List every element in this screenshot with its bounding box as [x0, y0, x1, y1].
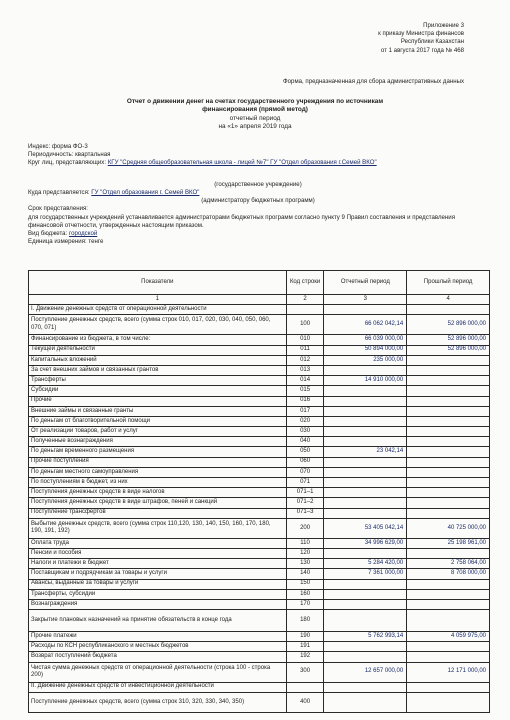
recipient-value: ГУ "Отдел образования г. Семей ВКО" [91, 188, 200, 196]
budget-label: Вид бюджета: [28, 229, 68, 237]
row-previous-value [407, 610, 490, 632]
budget-value: городской [68, 229, 98, 237]
row-previous-value [407, 599, 490, 609]
title-line: на «1» апреля 2019 года [218, 123, 292, 131]
row-previous-value [407, 488, 490, 498]
row-label: Поступление денежных средств, всего (сумма строк 310, 320, 330, 340, 350) [29, 692, 287, 712]
row-current-value: 235 000,00 [324, 355, 407, 365]
table-row [29, 579, 490, 589]
row-code: 300 [286, 662, 324, 682]
row-label: По деньгам местного самоуправления [29, 467, 287, 477]
row-code: 191 [286, 642, 324, 652]
row-code: 020 [286, 416, 324, 426]
table-row [29, 498, 490, 508]
row-current-value [324, 427, 407, 437]
index-row [29, 295, 490, 305]
row-previous-value: 8 708 000,00 [407, 569, 490, 579]
gov-institution-caption: (государственное учреждение) [214, 180, 302, 188]
row-label: I. Движение денежных средств от операционной деятельности [29, 305, 287, 315]
row-label: Внешние займы и связанные гранты [29, 406, 287, 416]
table-row [29, 642, 490, 652]
row-label: Трансферты, субсидии [29, 589, 287, 599]
table-row [29, 538, 490, 548]
row-current-value [324, 365, 407, 375]
table-row [29, 406, 490, 416]
row-label: Полученные вознаграждения [29, 437, 287, 447]
row-label: Вознаграждения [29, 599, 287, 609]
row-current-value [324, 508, 407, 518]
row-current-value [324, 488, 407, 498]
table-row [29, 427, 490, 437]
row-code: 070 [286, 467, 324, 477]
row-code: 400 [286, 692, 324, 712]
row-label: Поставщикам и подрядчикам за товары и услуги [29, 569, 287, 579]
form-index: Индекс: форма ФО-3 [28, 143, 88, 150]
row-code: 013 [286, 365, 324, 375]
row-code: 130 [286, 559, 324, 569]
row-current-value: 12 657 000,00 [324, 662, 407, 682]
row-previous-value [407, 478, 490, 488]
row-label: Авансы, выданные за товары и услуги [29, 579, 287, 589]
row-current-value: 23 042,14 [324, 447, 407, 457]
table-row [29, 488, 490, 498]
row-previous-value [407, 652, 490, 662]
row-previous-value [407, 589, 490, 599]
row-previous-value [407, 692, 490, 712]
row-code [286, 305, 324, 315]
row-label: Капитальных вложений [29, 355, 287, 365]
row-code: 012 [286, 355, 324, 365]
deadline-label: Срок представления: [28, 205, 88, 213]
row-previous-value: 52 896 000,00 [407, 335, 490, 345]
index-cell: 3 [324, 295, 407, 305]
row-current-value [324, 498, 407, 508]
table-row [29, 305, 490, 315]
row-code: 120 [286, 548, 324, 558]
row-label: Прочие платежи [29, 632, 287, 642]
index-cell: 1 [29, 295, 287, 305]
row-code: 017 [286, 406, 324, 416]
index-cell: 4 [407, 295, 490, 305]
table-row [29, 652, 490, 662]
table-row [29, 599, 490, 609]
row-label: По деньгам от благотворительной помощи [29, 416, 287, 426]
row-label: Оплата труда [29, 538, 287, 548]
row-current-value: 7 361 000,00 [324, 569, 407, 579]
row-previous-value [407, 642, 490, 652]
row-code: 180 [286, 610, 324, 632]
appendix-line: от 1 августа 2017 года № 468 [380, 46, 464, 54]
row-code: 060 [286, 457, 324, 467]
cash-flow-table [28, 270, 490, 713]
row-previous-value [407, 498, 490, 508]
row-current-value [324, 386, 407, 396]
header-indicators: Показатели [29, 271, 287, 295]
table-row [29, 386, 490, 396]
row-previous-value [407, 376, 490, 386]
table-row [29, 467, 490, 477]
row-previous-value [407, 406, 490, 416]
row-label: Закрытие плановых назначений на принятие обязательств в конце года [29, 610, 287, 632]
row-label: Прочие [29, 396, 287, 406]
row-current-value [324, 682, 407, 692]
recipient-label: Куда представляется: [28, 188, 90, 196]
table-row [29, 478, 490, 488]
appendix-line: Республики Казахстан [400, 38, 464, 46]
row-label: Расходы по КСН республиканского и местных бюджетов [29, 642, 287, 652]
row-previous-value [407, 396, 490, 406]
row-current-value [324, 457, 407, 467]
row-label: Возврат поступлений бюджета [29, 652, 287, 662]
row-code: 071–3 [286, 508, 324, 518]
row-label: Поступления денежных средств в виде штрафов, пеней и санкций [29, 498, 287, 508]
row-label: Поступления денежных средств в виде налогов [29, 488, 287, 498]
row-previous-value [407, 386, 490, 396]
appendix-block [378, 22, 464, 55]
row-previous-value [407, 416, 490, 426]
row-label: Пенсии и пособия [29, 548, 287, 558]
row-label: Чистая сумма денежных средств от операционной деятельности (строка 100 - строка 200) [29, 662, 287, 682]
row-label: Налоги и платежи в бюджет [29, 559, 287, 569]
row-code: 014 [286, 376, 324, 386]
row-previous-value [407, 305, 490, 315]
row-current-value [324, 652, 407, 662]
table-row [29, 335, 490, 345]
table-row [29, 632, 490, 642]
header-current: Отчетный период [324, 271, 407, 295]
submitters [28, 159, 488, 167]
row-previous-value [407, 437, 490, 447]
row-code: 192 [286, 652, 324, 662]
row-label: За счет внешних займов и связанных грантов [29, 365, 287, 375]
row-code: 190 [286, 632, 324, 642]
table-row [29, 396, 490, 406]
row-current-value: 14 910 000,00 [324, 376, 407, 386]
row-current-value [324, 437, 407, 447]
periodicity: Периодичность: квартальная [28, 151, 111, 159]
row-current-value [324, 416, 407, 426]
table-row [29, 365, 490, 375]
title-line: финансирования (прямой метод) [202, 106, 308, 114]
table-row [29, 569, 490, 579]
row-current-value [324, 396, 407, 406]
title-line: отчетный период [229, 114, 281, 122]
row-current-value: 66 062 042,14 [324, 315, 407, 335]
unit: Единица измерения: тенге [28, 238, 104, 246]
row-code: 015 [286, 386, 324, 396]
row-current-value [324, 589, 407, 599]
table-body [29, 305, 490, 713]
row-code: 100 [286, 315, 324, 335]
admin-caption: (администратору бюджетных программ) [201, 197, 315, 205]
row-previous-value: 2 758 064,00 [407, 559, 490, 569]
row-label: II. Движение денежных средств от инвестиционной деятельности [29, 682, 287, 692]
row-previous-value [407, 682, 490, 692]
table-row [29, 692, 490, 712]
row-current-value [324, 467, 407, 477]
row-label: Поступление денежных средств, всего (сумма строк 010, 017, 020, 030, 040, 050, 060, 070, 071) [29, 315, 287, 335]
row-current-value [324, 692, 407, 712]
table-row [29, 548, 490, 558]
row-label: Текущей деятельности [29, 345, 287, 355]
row-label: По поступлениям в бюджет, из них [29, 478, 287, 488]
row-previous-value: 52 896 000,00 [407, 315, 490, 335]
row-current-value [324, 406, 407, 416]
table-row [29, 447, 490, 457]
form-note: Форма, предназначенная для сбора административных данных [283, 78, 464, 85]
row-code: 030 [286, 427, 324, 437]
row-current-value [324, 478, 407, 488]
table-row [29, 589, 490, 599]
deadline-text: для государственных учреждений устанавливается администраторами бюджетных программ согласно пункту 9 Правил составления и представления финансовой отчетности, утвержденных настоящим приказом. [28, 213, 456, 229]
row-code: 040 [286, 437, 324, 447]
row-code: 011 [286, 345, 324, 355]
row-current-value [324, 305, 407, 315]
index-cell: 2 [286, 295, 324, 305]
row-current-value [324, 599, 407, 609]
table-row [29, 376, 490, 386]
table-row [29, 508, 490, 518]
row-previous-value [407, 365, 490, 375]
row-current-value: 66 039 000,00 [324, 335, 407, 345]
row-code: 010 [286, 335, 324, 345]
row-label: Субсидии [29, 386, 287, 396]
table-header-row [29, 271, 490, 295]
table-row [29, 416, 490, 426]
row-label: От реализации товаров, работ и услуг [29, 427, 287, 437]
appendix-line: к приказу Министра финансов [378, 30, 464, 38]
row-current-value: 5 284 420,00 [324, 559, 407, 569]
row-code: 071–2 [286, 498, 324, 508]
row-current-value: 5 762 993,14 [324, 632, 407, 642]
row-label: Выбытие денежных средств, всего (сумма строк 110,120, 130, 140, 150, 160, 170, 180, 190, 191, 192) [29, 518, 287, 538]
table-row [29, 682, 490, 692]
row-previous-value [407, 427, 490, 437]
row-previous-value [407, 508, 490, 518]
table-row [29, 315, 490, 335]
row-code [286, 682, 324, 692]
row-previous-value [407, 548, 490, 558]
row-previous-value [407, 355, 490, 365]
report-meta [28, 143, 488, 246]
header-previous: Прошлый период [407, 271, 490, 295]
budget-type [28, 230, 488, 238]
row-label: Трансферты [29, 376, 287, 386]
table-row [29, 662, 490, 682]
row-code: 016 [286, 396, 324, 406]
row-current-value: 34 996 629,00 [324, 538, 407, 548]
table-row [29, 610, 490, 632]
row-code: 200 [286, 518, 324, 538]
row-current-value: 50 894 000,00 [324, 345, 407, 355]
row-previous-value: 25 198 961,00 [407, 538, 490, 548]
row-previous-value: 12 171 000,00 [407, 662, 490, 682]
row-code: 150 [286, 579, 324, 589]
row-code: 170 [286, 599, 324, 609]
row-label: По деньгам временного размещения [29, 447, 287, 457]
row-label: Финансирование из бюджета, в том числе: [29, 335, 287, 345]
row-previous-value [407, 447, 490, 457]
table-row [29, 345, 490, 355]
table-row [29, 518, 490, 538]
table-row [29, 457, 490, 467]
row-current-value: 53 405 042,14 [324, 518, 407, 538]
row-code: 140 [286, 569, 324, 579]
row-current-value [324, 610, 407, 632]
row-previous-value [407, 457, 490, 467]
row-code: 110 [286, 538, 324, 548]
row-label: Прочие поступления [29, 457, 287, 467]
recipient [28, 189, 488, 197]
row-previous-value [407, 467, 490, 477]
row-code: 160 [286, 589, 324, 599]
row-previous-value [407, 579, 490, 589]
table-row [29, 355, 490, 365]
row-previous-value: 52 896 000,00 [407, 345, 490, 355]
row-current-value [324, 579, 407, 589]
appendix-line: Приложение 3 [423, 22, 464, 29]
table-row [29, 437, 490, 447]
row-current-value [324, 642, 407, 652]
row-label: Поступление трансфертов [29, 508, 287, 518]
row-code: 050 [286, 447, 324, 457]
row-previous-value: 40 725 000,00 [407, 518, 490, 538]
table-row [29, 559, 490, 569]
submitters-label: Круг лиц, представляющих: [28, 159, 107, 167]
row-current-value [324, 548, 407, 558]
submitters-value: КГУ "Средняя общеобразовательная школа - лицей №7" ГУ "Отдел образования г.Семей ВКО" [107, 159, 377, 167]
row-previous-value: 4 059 975,00 [407, 632, 490, 642]
report-title [0, 98, 510, 132]
row-code: 071–1 [286, 488, 324, 498]
header-code: Код строки [286, 271, 324, 295]
row-code: 071 [286, 478, 324, 488]
title-line: Отчет о движении денег на счетах государственного учреждения по источникам [126, 98, 384, 105]
